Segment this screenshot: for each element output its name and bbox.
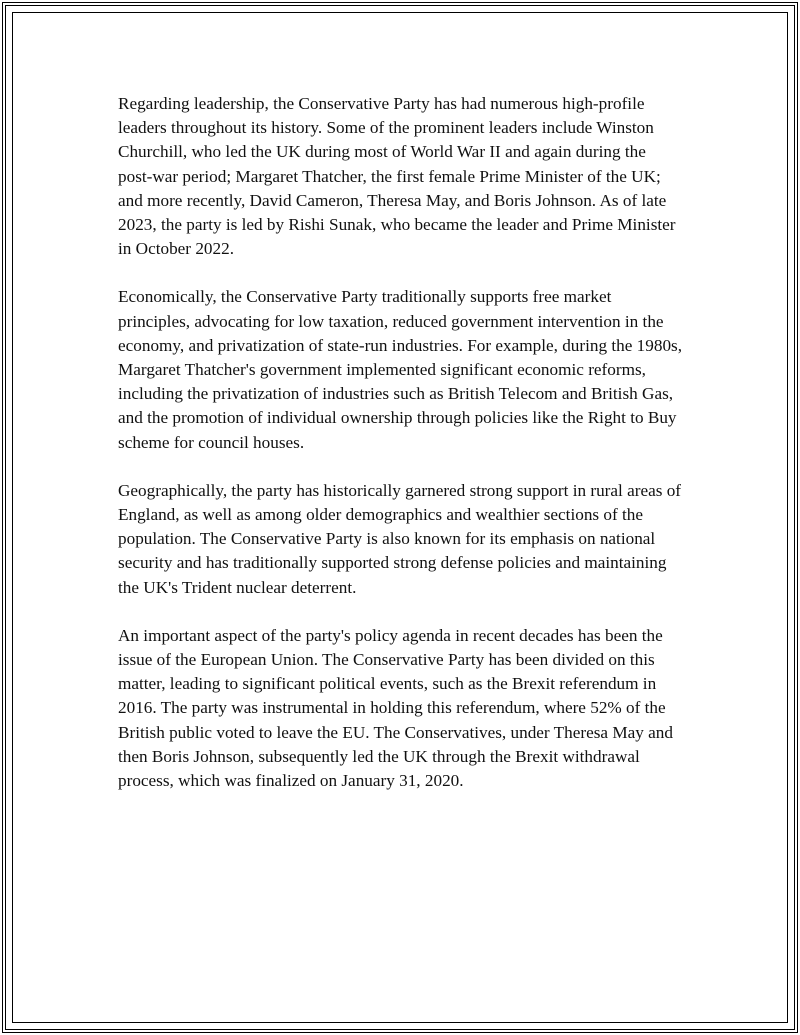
paragraph-geography: Geographically, the party has historically garnered strong support in rural areas of England, as well as among older demographics and wealthier sections of the population. The Conservative Party is also known for its emphasis on national security and has traditionally supported strong defense policies and maintaining the UK's Trident nuclear deterrent.	[118, 480, 682, 597]
paragraph-economics: Economically, the Conservative Party traditionally supports free market principles, advocating for low taxation, reduced government intervention in the economy, and privatization of state-run industries. For example, during the 1980s, Margaret Thatcher's government implemented significant economic reforms, including the privatization of industries such as British Telecom and British Gas, and the promotion of individual ownership through policies like the Right to Buy scheme for council houses.	[118, 287, 683, 452]
paragraph-european-union: An important aspect of the party's policy agenda in recent decades has been the issue of the European Union. The Conservative Party has been divided on this matter, leading to significant political events, such as the Brexit referendum in 2016. The party was instrumental in holding this referendum, where 52% of the British public voted to leave the EU. The Conservatives, under Theresa May and then Boris Johnson, subsequently led the UK through the Brexit withdrawal process, which was finalized on January 31, 2020.	[118, 625, 673, 791]
document-body	[118, 92, 683, 817]
paragraph-leadership: Regarding leadership, the Conservative Party has had numerous high-profile leaders throughout its history. Some of the prominent leaders include Winston Churchill, who led the UK during most of World War II and again during the post-war period; Margaret Thatcher, the first female Prime Minister of the UK; and more recently, David Cameron, Theresa May, and Boris Johnson. As of late 2023, the party is led by Rishi Sunak, who became the leader and Prime Minister in October 2022.	[118, 94, 676, 259]
